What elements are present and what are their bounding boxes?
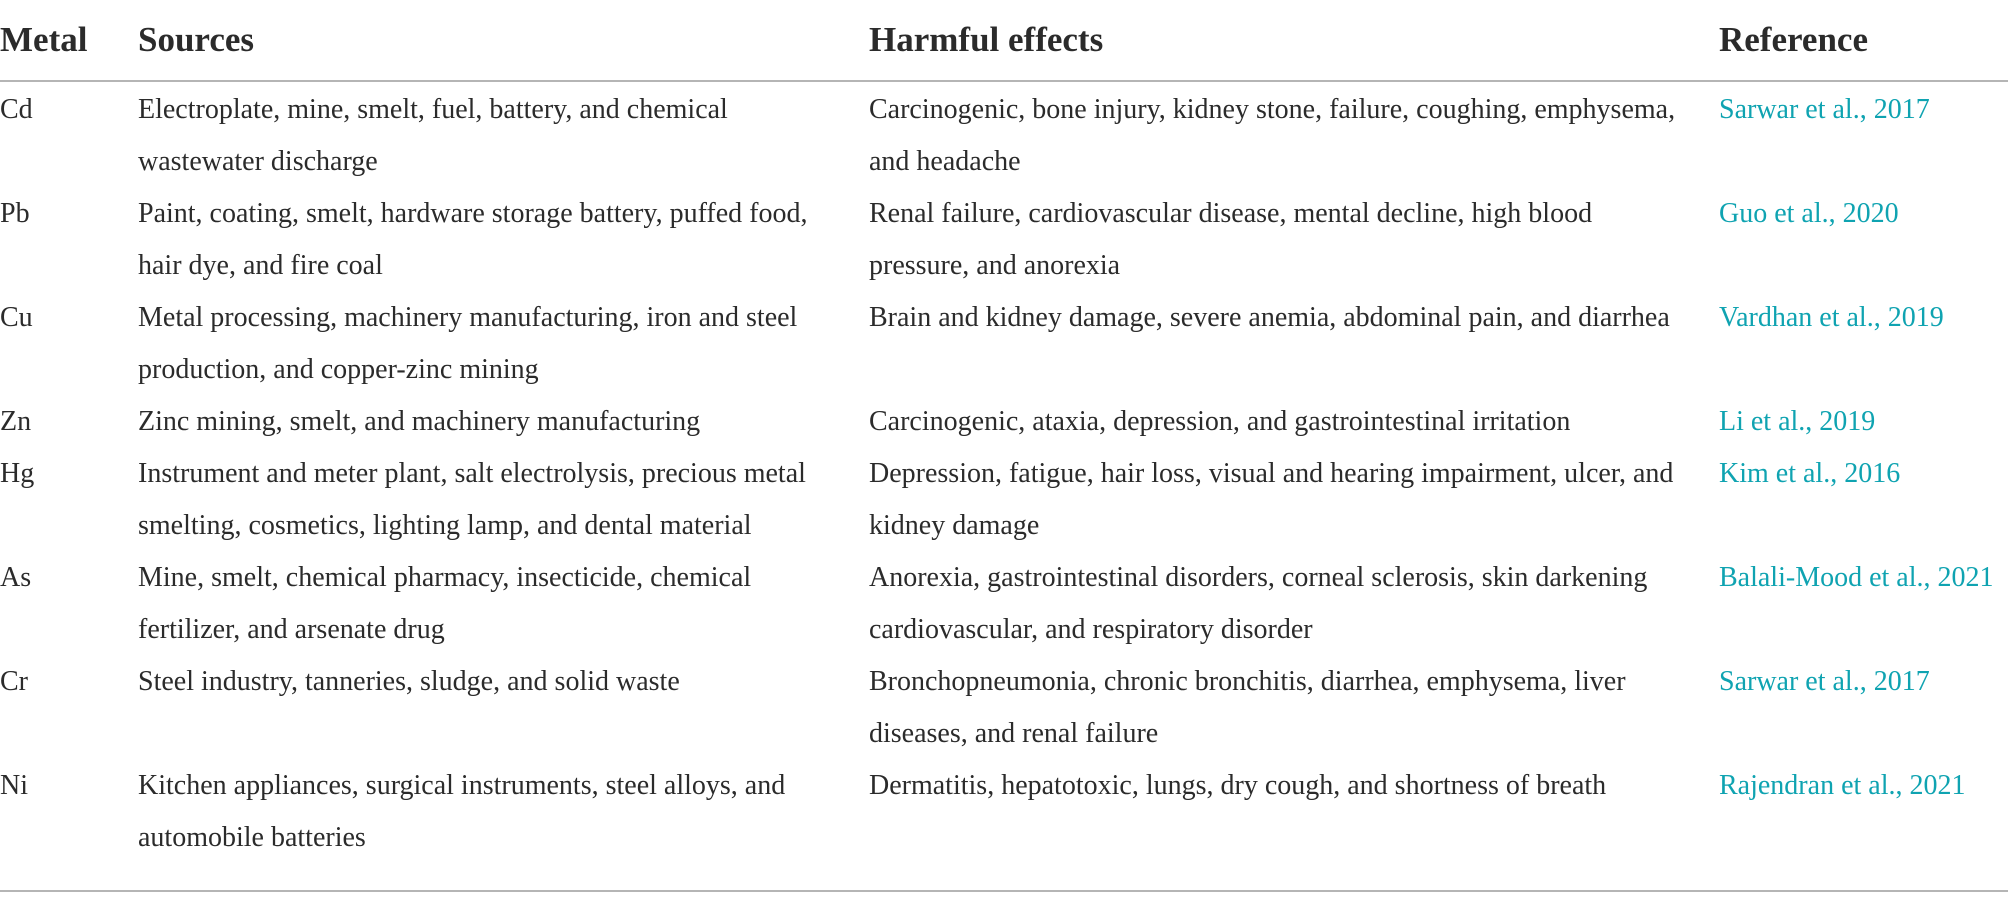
metal-cell: Zn — [0, 406, 32, 437]
table-row — [0, 81, 2008, 188]
reference-link[interactable]: Rajendran et al., 2021 — [1719, 770, 1966, 801]
effects-cell: Depression, fatigue, hair loss, visual and hearing impairment, ulcer, and kidney damage — [869, 458, 1674, 541]
reference-link[interactable]: Vardhan et al., 2019 — [1719, 302, 1944, 333]
reference-link[interactable]: Guo et al., 2020 — [1719, 198, 1899, 229]
metal-cell: As — [0, 562, 32, 593]
metal-cell: Cu — [0, 302, 33, 333]
reference-cell — [1719, 292, 2008, 396]
header-row — [0, 0, 2008, 81]
table-header — [0, 0, 2008, 81]
reference-link[interactable]: Sarwar et al., 2017 — [1719, 94, 1930, 125]
sources-cell: Kitchen appliances, surgical instruments, steel alloys, and automobile batteries — [138, 760, 869, 891]
reference-cell — [1719, 760, 2008, 891]
table-row — [0, 188, 2008, 292]
metal-cell: Cr — [0, 666, 28, 697]
reference-cell — [1719, 656, 2008, 760]
reference-link[interactable]: Sarwar et al., 2017 — [1719, 666, 1930, 697]
reference-cell — [1719, 188, 2008, 292]
sources-cell: Instrument and meter plant, salt electrolysis, precious metal smelting, cosmetics, lighting lamp, and dental material — [138, 458, 806, 541]
reference-link[interactable]: Li et al., 2019 — [1719, 406, 1876, 437]
table-row — [0, 396, 2008, 448]
effects-cell: Anorexia, gastrointestinal disorders, corneal sclerosis, skin darkening cardiovascular, and respiratory disorder — [869, 562, 1648, 645]
metal-cell: Hg — [0, 458, 35, 489]
header-sources: Sources — [138, 0, 869, 81]
effects-cell: Brain and kidney damage, severe anemia, abdominal pain, and diarrhea — [869, 302, 1670, 333]
sources-cell: Mine, smelt, chemical pharmacy, insecticide, chemical fertilizer, and arsenate drug — [138, 562, 752, 645]
table-row — [0, 656, 2008, 760]
table-body — [0, 81, 2008, 891]
effects-cell: Bronchopneumonia, chronic bronchitis, diarrhea, emphysema, liver diseases, and renal failure — [869, 666, 1626, 749]
table-row — [0, 760, 2008, 891]
metal-cell: Ni — [0, 760, 138, 891]
sources-cell: Paint, coating, smelt, hardware storage battery, puffed food, hair dye, and fire coal — [138, 198, 808, 281]
header-harmful-effects: Harmful effects — [869, 0, 1719, 81]
sources-cell: Zinc mining, smelt, and machinery manufacturing — [138, 406, 701, 437]
reference-cell — [1719, 448, 2008, 552]
reference-cell — [1719, 81, 2008, 188]
effects-cell: Dermatitis, hepatotoxic, lungs, dry cough, and shortness of breath — [869, 760, 1719, 891]
sources-cell: Electroplate, mine, smelt, fuel, battery, and chemical wastewater discharge — [138, 94, 728, 177]
reference-link[interactable]: Balali-Mood et al., 2021 — [1719, 562, 1994, 593]
table-row — [0, 448, 2008, 552]
sources-cell: Steel industry, tanneries, sludge, and solid waste — [138, 666, 680, 697]
reference-link[interactable]: Kim et al., 2016 — [1719, 458, 1901, 489]
effects-cell: Carcinogenic, bone injury, kidney stone, failure, coughing, emphysema, and headache — [869, 94, 1676, 177]
metal-cell: Pb — [0, 198, 30, 229]
header-metal: Metal — [0, 0, 138, 81]
header-reference: Reference — [1719, 0, 2008, 81]
table-row — [0, 552, 2008, 656]
metal-cell: Cd — [0, 94, 33, 125]
effects-cell: Renal failure, cardiovascular disease, mental decline, high blood pressure, and anorexia — [869, 198, 1593, 281]
sources-cell: Metal processing, machinery manufacturing, iron and steel production, and copper-zinc mining — [138, 302, 798, 385]
reference-cell — [1719, 396, 2008, 448]
effects-cell: Carcinogenic, ataxia, depression, and gastrointestinal irritation — [869, 406, 1571, 437]
table-row — [0, 292, 2008, 396]
reference-cell — [1719, 552, 2008, 656]
